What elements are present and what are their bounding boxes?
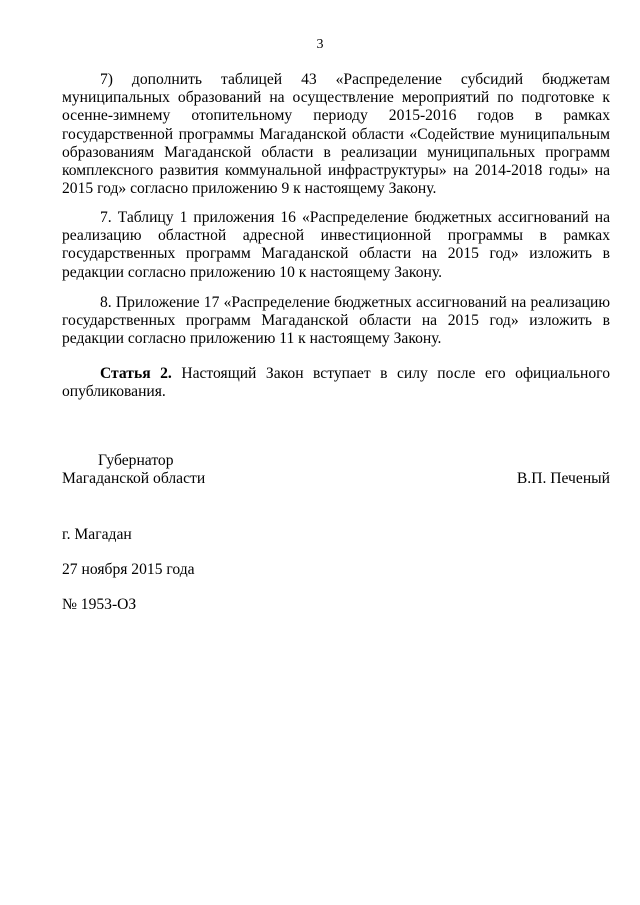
paragraph-item-8: 8. Приложение 17 «Распределение бюджетных ассигнований на реализацию государственных программ Магаданской области на 2015 год» изложить в редакции согласно приложению 11 к настоящему Закону. xyxy=(62,294,610,348)
article-2 xyxy=(62,365,610,401)
date: 27 ноября 2015 года xyxy=(62,561,195,578)
page-number: 3 xyxy=(316,37,324,52)
paragraph-item-7-addition: 7) дополнить таблицей 43 «Распределение субсидий бюджетам муниципальных образований на осуществление мероприятий по подготовке к осенне-зимнему отопительному периоду 2015-2016 годов в рамках государственной программы Магаданской области «Содействие муниципальным образованиям Магаданской области в реализации муниципальных программ комплексного развития коммунальной инфраструктуры» на 2014-2018 годы» на 2015 год» согласно приложению 9 к настоящему Закону. xyxy=(62,71,610,198)
governor-title: Губернатор xyxy=(98,452,174,469)
law-number: № 1953-ОЗ xyxy=(62,596,137,613)
paragraph-item-7-table: 7. Таблицу 1 приложения 16 «Распределение бюджетных ассигнований на реализацию областной адресной инвестиционной программы в рамках государственных программ Магаданской области на 2015 год» изложить в редакции согласно приложению 10 к настоящему Закону. xyxy=(62,209,610,281)
signature-block xyxy=(62,452,610,488)
governor-name: В.П. Печеный xyxy=(516,470,610,488)
article-label: Статья 2. xyxy=(100,365,172,382)
article-text: Настоящий Закон вступает в силу после его официального опубликования. xyxy=(62,365,610,401)
signature-row xyxy=(62,470,610,488)
governor-region: Магаданской области xyxy=(62,470,206,488)
place: г. Магадан xyxy=(62,526,132,543)
